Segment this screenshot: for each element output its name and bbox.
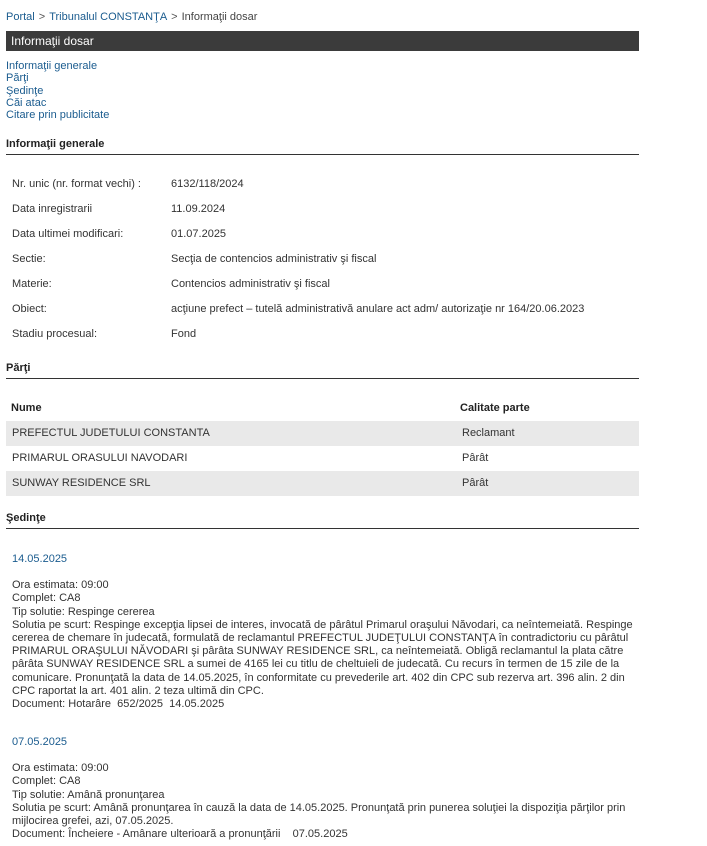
parti-table-header <box>11 402 639 414</box>
info-row-nr-unic <box>12 178 244 190</box>
info-row-stadiu <box>12 328 196 340</box>
info-label: Materie: <box>12 278 52 290</box>
breadcrumb-separator: > <box>171 11 178 23</box>
session-tip-solutie: Tip solutie: Amână pronunţarea <box>12 788 165 801</box>
section-heading-sedinte: Şedinţe <box>6 512 639 529</box>
table-row <box>6 446 639 471</box>
session-solutie: Solutia pe scurt: Amână pronunţarea în cauză la data de 14.05.2025. Pronunţată prin punerea soluţiei la dispoziţia părţilor prin mijlocirea grefei, azi, 07.05.2025. <box>12 801 629 828</box>
info-row-data-inregistrarii <box>12 203 225 215</box>
nav-link-cai-atac[interactable]: Căi atac <box>6 96 47 109</box>
party-role: Pârât <box>462 477 489 489</box>
breadcrumb <box>6 11 257 23</box>
breadcrumb-separator: > <box>38 11 46 23</box>
info-value: 01.07.2025 <box>171 228 227 240</box>
column-header-nume: Nume <box>11 402 42 414</box>
session-item <box>12 553 642 711</box>
page-title: Informaţii dosar <box>6 31 639 51</box>
session-ora: Ora estimata: 09:00 <box>12 762 109 775</box>
info-value: Secţia de contencios administrativ şi fiscal <box>171 253 377 265</box>
session-item <box>12 736 642 841</box>
column-header-calitate: Calitate parte <box>460 402 530 414</box>
breadcrumb-court-link[interactable]: Tribunalul CONSTANŢA <box>49 11 168 23</box>
session-complet: Complet: CA8 <box>12 775 81 788</box>
session-tip-solutie: Tip solutie: Respinge cererea <box>12 605 155 618</box>
info-value: acţiune prefect – tutelă administrativă anulare act adm/ autorizaţie nr 164/20.06.2023 <box>171 303 585 315</box>
nav-link-sedinte[interactable]: Şedinţe <box>6 84 44 97</box>
info-row-sectie <box>12 253 376 265</box>
info-row-obiect <box>12 303 584 315</box>
info-row-materie <box>12 278 330 290</box>
info-label: Data inregistrarii <box>12 203 93 215</box>
party-name: PRIMARUL ORASULUI NAVODARI <box>12 452 188 464</box>
info-value: 11.09.2024 <box>171 203 226 215</box>
info-label: Data ultimei modificari: <box>12 228 124 240</box>
session-date: 07.05.2025 <box>12 736 68 748</box>
nav-link-citare-publicitate[interactable]: Citare prin publicitate <box>6 109 110 122</box>
session-document: Document: Încheiere - Amânare ulterioară a pronunţării 07.05.2025 <box>12 828 348 841</box>
section-heading-parti: Părţi <box>6 362 639 379</box>
nav-link-parti[interactable]: Părţi <box>6 72 29 85</box>
section-nav <box>6 60 109 121</box>
info-label: Stadiu procesual: <box>12 328 97 340</box>
party-name: SUNWAY RESIDENCE SRL <box>12 477 151 489</box>
session-date: 14.05.2025 <box>12 553 68 565</box>
table-row <box>6 471 639 496</box>
session-ora: Ora estimata: 09:00 <box>12 579 109 592</box>
info-label: Obiect: <box>12 303 47 315</box>
party-name: PREFECTUL JUDETULUI CONSTANTA <box>12 427 210 439</box>
info-value: Fond <box>171 328 197 340</box>
session-complet: Complet: CA8 <box>12 592 81 605</box>
section-heading-general: Informaţii generale <box>6 138 639 155</box>
party-role: Reclamant <box>462 427 515 439</box>
info-label: Sectie: <box>12 253 46 265</box>
session-document: Document: Hotarâre 652/2025 14.05.2025 <box>12 698 225 711</box>
nav-link-informatii-generale[interactable]: Informaţii generale <box>6 60 98 72</box>
table-row <box>6 421 639 446</box>
info-row-data-modificari <box>12 228 226 240</box>
party-role: Pârât <box>462 452 489 464</box>
breadcrumb-current: Informaţii dosar <box>181 11 258 23</box>
session-solutie: Solutia pe scurt: Respinge excepţia lipsei de interes, invocată de pârâtul Primarul oraşului Năvodari, ca neîntemeiată. Respinge cererea de chemare în judecată, formulată de reclamantul PREFECTUL JUDEŢULUI CONSTANŢA în contradictoriu cu pârâtul PRIMARUL ORAŞULUI NĂVODARI şi pârâta SUNWAY RESIDENCE SRL, ca neîntemeiată. Obligă reclamantul la plata către pârâta SUNWAY RESIDENCE SRL a sumei de 4165 lei cu titlu de cheltuieli de judecată. Cu recurs în termen de 15 zile de la comunicare. Pronunţată la data de 14.05.2025, în conformitate cu prevederile art. 402 din CPC sub rezerva art. 396 alin. 2 din CPC raportat la art. 401 alin. 2 teza ultimă din CPC. <box>12 618 636 697</box>
info-label: Nr. unic (nr. format vechi) : <box>12 178 141 190</box>
info-value: Contencios administrativ şi fiscal <box>171 278 330 290</box>
info-value: 6132/118/2024 <box>171 178 244 190</box>
breadcrumb-portal-link[interactable]: Portal <box>6 11 35 23</box>
